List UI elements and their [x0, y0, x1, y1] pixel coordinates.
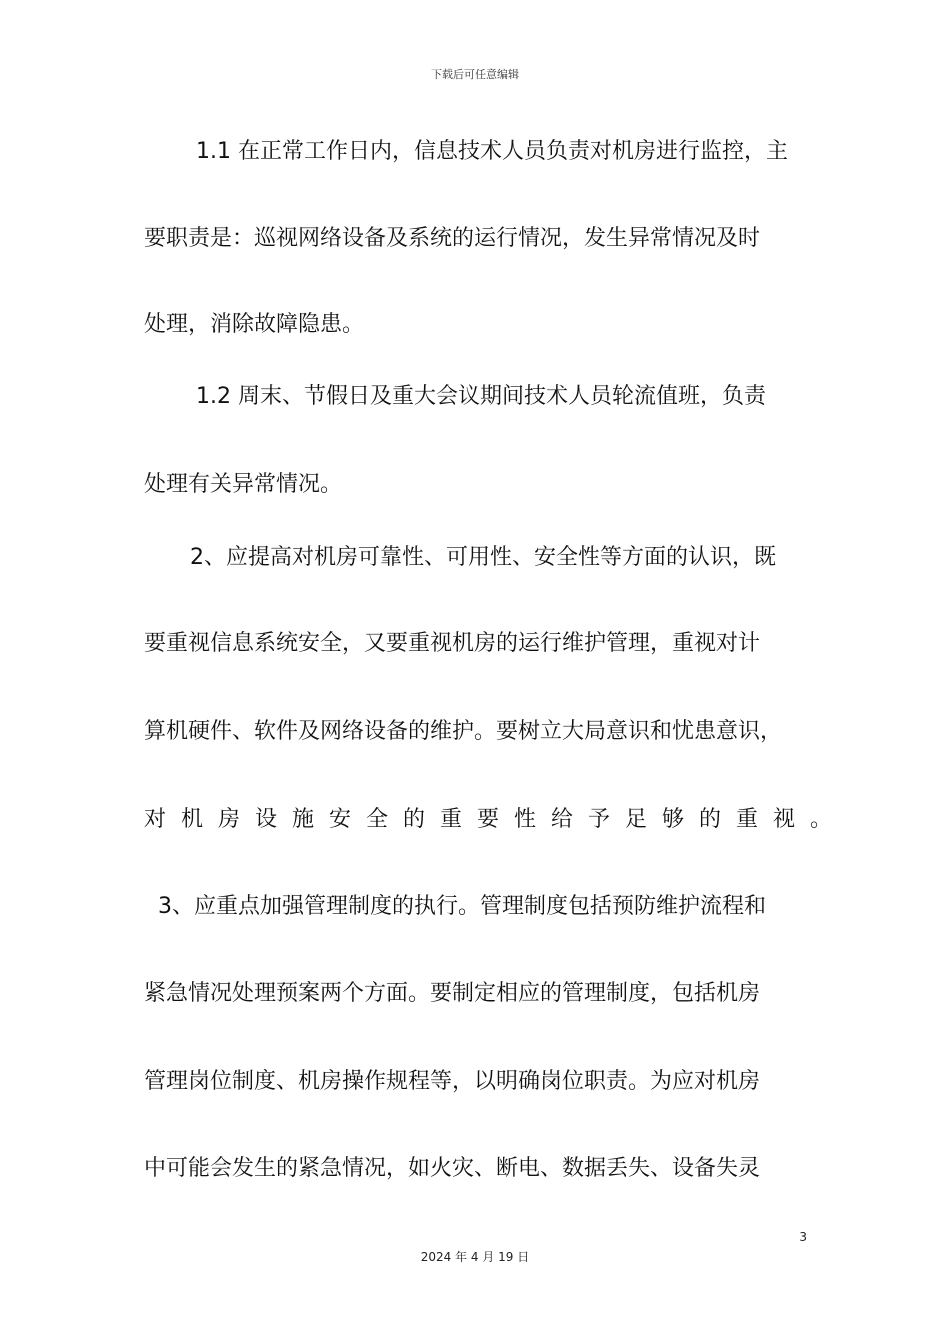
body-line-8: 算机硬件、软件及网络设备的维护。要树立大局意识和忧患意识，	[144, 719, 783, 744]
body-line-7: 要重视信息系统安全，又要重视机房的运行维护管理，重视对计	[144, 631, 761, 656]
body-line-3: 处理，消除故障隐患。	[144, 312, 365, 337]
body-line-12: 管理岗位制度、机房操作规程等，以明确岗位职责。为应对机房	[144, 1069, 761, 1094]
body-line-5: 处理有关异常情况。	[144, 472, 343, 497]
body-line-1: 1.1 在正常工作日内，信息技术人员负责对机房进行监控，主	[196, 139, 788, 164]
body-line-10: 3、应重点加强管理制度的执行。管理制度包括预防维护流程和	[158, 894, 766, 919]
body-line-13: 中可能会发生的紧急情况，如火灾、断电、数据丢失、设备失灵	[144, 1156, 761, 1181]
footer-date: 2024 年 4 月 19 日	[420, 1250, 530, 1264]
body-line-2: 要职责是：巡视网络设备及系统的运行情况，发生异常情况及时	[144, 226, 761, 251]
page-number: 3	[799, 1230, 807, 1244]
body-line-4: 1.2 周末、节假日及重大会议期间技术人员轮流值班，负责	[196, 384, 766, 409]
body-line-11: 紧急情况处理预案两个方面。要制定相应的管理制度，包括机房	[144, 981, 761, 1006]
body-line-6: 2、应提高对机房可靠性、可用性、安全性等方面的认识，既	[190, 545, 776, 570]
page-header: 下载后可任意编辑	[431, 68, 519, 81]
body-line-9: 对机房设施安全的重要性给予足够的重视。	[144, 807, 848, 832]
